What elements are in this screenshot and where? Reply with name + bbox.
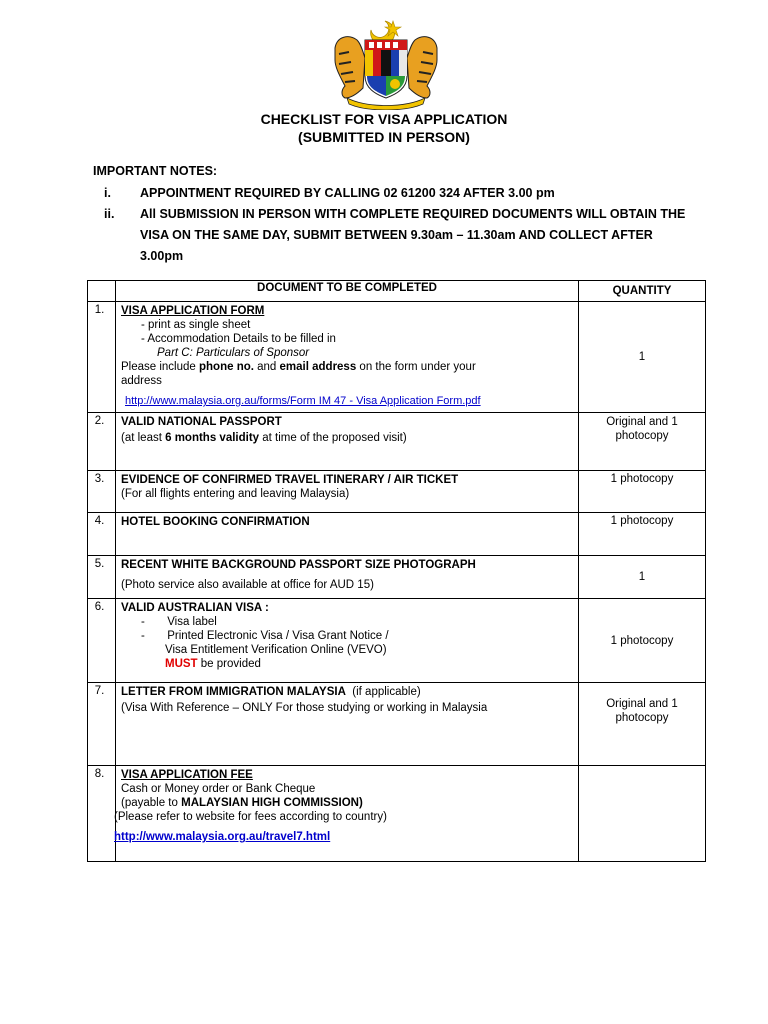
- row-number: 1.: [88, 302, 116, 413]
- note-text-part: Please include: [121, 361, 199, 373]
- row-title: HOTEL BOOKING CONFIRMATION: [121, 516, 310, 528]
- table-row: [88, 513, 706, 556]
- row-title: VALID AUSTRALIAN VISA :: [121, 602, 269, 614]
- table-row: [88, 556, 706, 599]
- fees-website-link[interactable]: http://www.malaysia.org.au/travel7.html: [114, 831, 331, 843]
- document-title: CHECKLIST FOR VISA APPLICATION: [260, 111, 508, 127]
- row-document: [116, 413, 579, 471]
- row-number: 2.: [88, 413, 116, 471]
- notes-heading: IMPORTANT NOTES:: [93, 164, 218, 178]
- quantity-line: Original and 1: [606, 698, 678, 710]
- row-title: VISA APPLICATION FORM: [121, 305, 265, 317]
- row-bullet: - Accommodation Details to be filled in: [141, 333, 336, 345]
- row-title-note: (if applicable): [345, 686, 421, 698]
- row-note-line2: address: [121, 375, 162, 387]
- note-text: APPOINTMENT REQUIRED BY CALLING 02 61200 324 AFTER 3.00 pm: [140, 186, 555, 200]
- row-line: [121, 796, 573, 810]
- must-text: be provided: [197, 658, 261, 670]
- row-document: [116, 599, 579, 683]
- table-row: [88, 302, 706, 413]
- note-text: All SUBMISSION IN PERSON WITH COMPLETE REQUIRED DOCUMENTS WILL OBTAIN THE VISA ON THE SAME DAY, SUBMIT BETWEEN 9.30am – 11.30am AND COLLECT AFTER 3.00pm: [140, 207, 686, 263]
- detail-text-part: at time of the proposed visit): [259, 432, 407, 444]
- row-document: [116, 302, 579, 413]
- row-quantity: 1: [579, 556, 706, 599]
- note-number: ii.: [104, 207, 115, 221]
- note-bold-phone: phone no.: [199, 361, 254, 373]
- row-document: [116, 513, 579, 556]
- row-title: EVIDENCE OF CONFIRMED TRAVEL ITINERARY / AIR TICKET: [121, 474, 459, 486]
- row-document: [116, 766, 579, 862]
- row-quantity: 1 photocopy: [579, 599, 706, 683]
- row-bullet: - print as single sheet: [141, 319, 251, 331]
- row-title: VALID NATIONAL PASSPORT: [121, 416, 282, 428]
- detail-text-part: (at least: [121, 432, 166, 444]
- header-number-cell: [88, 281, 116, 302]
- row-title-line: [121, 685, 573, 699]
- form-download-link[interactable]: http://www.malaysia.org.au/forms/Form IM 47 - Visa Application Form.pdf: [125, 395, 481, 407]
- row-document: [116, 471, 579, 513]
- row-detail: (Photo service also available at office for AUD 15): [121, 579, 374, 591]
- header-document: DOCUMENT TO BE COMPLETED: [116, 281, 579, 302]
- header-quantity: QUANTITY: [579, 281, 706, 302]
- table-row: [88, 766, 706, 862]
- note-item: [104, 183, 694, 204]
- row-number: 4.: [88, 513, 116, 556]
- row-must-line: [121, 657, 573, 671]
- row-number: 6.: [88, 599, 116, 683]
- table-row: [88, 683, 706, 766]
- quantity-line: photocopy: [615, 712, 669, 724]
- row-line: Cash or Money order or Bank Cheque: [121, 783, 316, 795]
- row-quantity: [579, 766, 706, 862]
- table-header-row: [88, 281, 706, 302]
- row-detail: (Visa With Reference – ONLY For those studying or working in Malaysia: [121, 702, 488, 714]
- must-emphasis: MUST: [165, 658, 198, 670]
- row-number: 3.: [88, 471, 116, 513]
- note-item: [104, 204, 694, 267]
- checklist-table: [87, 280, 706, 862]
- detail-bold: 6 months validity: [165, 432, 260, 444]
- row-quantity: [579, 683, 706, 766]
- row-number: 8.: [88, 766, 116, 862]
- note-number: i.: [104, 186, 111, 200]
- quantity-line: photocopy: [615, 430, 669, 442]
- row-number: 5.: [88, 556, 116, 599]
- payable-bold: MALAYSIAN HIGH COMMISSION): [181, 797, 363, 809]
- row-line: (Please refer to website for fees according to country): [114, 811, 387, 823]
- row-detail: (For all flights entering and leaving Malaysia): [121, 488, 350, 500]
- row-quantity: 1 photocopy: [579, 471, 706, 513]
- row-number: 7.: [88, 683, 116, 766]
- row-bullet-sub: Part C: Particulars of Sponsor: [157, 347, 310, 359]
- row-bullet: - Visa label: [141, 616, 217, 628]
- row-title: VISA APPLICATION FEE: [121, 769, 253, 781]
- payable-text: (payable to: [121, 797, 182, 809]
- row-note: [121, 360, 573, 374]
- row-document: [116, 683, 579, 766]
- row-title: RECENT WHITE BACKGROUND PASSPORT SIZE PHOTOGRAPH: [121, 559, 476, 571]
- note-text-part: and: [253, 361, 280, 373]
- table-row: [88, 471, 706, 513]
- row-title: LETTER FROM IMMIGRATION MALAYSIA: [121, 686, 346, 698]
- row-bullet-sub: Visa Entitlement Verification Online (VEVO): [165, 644, 387, 656]
- row-document: [116, 556, 579, 599]
- row-quantity: [579, 413, 706, 471]
- malaysia-coat-of-arms-logo: [327, 18, 445, 110]
- quantity-line: Original and 1: [606, 416, 678, 428]
- row-quantity: 1: [579, 302, 706, 413]
- row-bullet: - Printed Electronic Visa / Visa Grant Notice /: [141, 630, 389, 642]
- row-detail: [121, 431, 573, 445]
- note-text-part: on the form under your: [356, 361, 476, 373]
- note-bold-email: email address: [279, 361, 357, 373]
- document-subtitle: (SUBMITTED IN PERSON): [298, 129, 470, 145]
- row-quantity: 1 photocopy: [579, 513, 706, 556]
- table-row: [88, 599, 706, 683]
- table-row: [88, 413, 706, 471]
